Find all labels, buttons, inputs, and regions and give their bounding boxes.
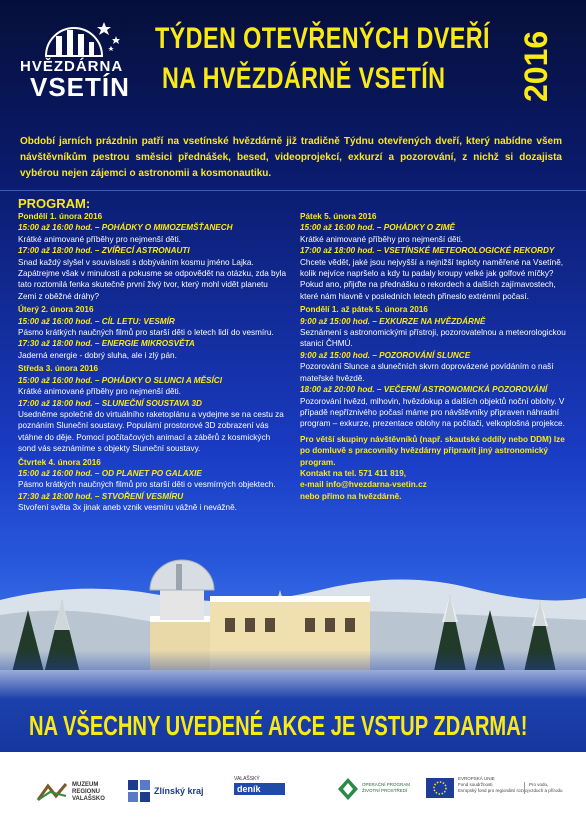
- contact-info: [300, 434, 570, 502]
- event-title: 17:30 až 18:00 hod. – ENERGIE MIKROSVĚTA: [18, 339, 195, 349]
- event-text: Jaderná energie - dobrý sluha, ale i zlý pán.: [18, 350, 177, 360]
- event-title: 9:00 až 15:00 hod. – EXKURZE NA HVĚZDÁRNĚ: [300, 316, 486, 326]
- event-title: 15:00 až 16:00 hod. – CÍL LETU: VESMÍR: [18, 316, 175, 326]
- program-column-left: [18, 211, 288, 516]
- day-heading: Pondělí 1. února 2016: [18, 212, 103, 221]
- event-title: 17:00 až 18:00 hod. – ZVÍŘECÍ ASTRONAUTI: [18, 246, 190, 256]
- eu-slogan-line1: Pro vodu,: [529, 782, 549, 787]
- event-title: 17:00 až 18:00 hod. – VSETÍNSKÉ METEOROLOGICKÉ REKORDY: [300, 246, 555, 256]
- event-text: Pásmo krátkých naučných filmů pro starší děti o vesmírných objektech.: [18, 480, 276, 490]
- sponsor-footer: [0, 752, 586, 828]
- event-text: Pozorování hvězd, mlhovin, hvězdokup a dalších objektů noční oblohy. V případě nepříznivého počasí máme pro návštěvníky připraven náhradní program – exkurze, prezentace oblohy na počítači, velkoplošná projekce.: [300, 396, 565, 429]
- event-title: 17:30 až 18:00 hod. – STVOŘENÍ VESMÍRU: [18, 491, 184, 501]
- muzeum-line1: MUZEUM: [72, 782, 99, 788]
- deniky-logo-top: VALAŠSKÝ: [234, 776, 260, 782]
- eu-line2: Fond soudržnosti: [458, 782, 493, 787]
- event-title: 15:00 až 16:00 hod. – POHÁDKY O MIMOZEMŠŤANECH: [18, 223, 233, 233]
- event-text: Krátké animované příběhy pro nejmenší děti.: [300, 234, 463, 244]
- deniky-logo: deník: [234, 783, 285, 795]
- day-block: [300, 211, 570, 302]
- zlin-logo-icon: [128, 780, 150, 802]
- event-text: Krátké animované příběhy pro nejmenší děti.: [18, 234, 181, 244]
- free-entry-banner: NA VŠECHNY UVEDENÉ AKCE JE VSTUP ZDARMA!: [29, 710, 528, 741]
- day-block: [18, 304, 288, 361]
- day-block: [300, 304, 570, 429]
- opzp-line1: OPERAČNÍ PROGRAM: [362, 782, 411, 787]
- logo-line2: VSETÍN: [30, 72, 130, 102]
- title-year: 2016: [518, 30, 554, 102]
- event-text: Seznámení s astronomickými přístroji, pozorovatelnou a meteorologickou stanicí ČHMÚ.: [300, 328, 566, 349]
- event-text: Pásmo krátkých naučných filmů pro starší děti o letech lidí do vesmíru.: [18, 328, 274, 338]
- event-title: 9:00 až 15:00 hod. – POZOROVÁNÍ SLUNCE: [300, 350, 471, 360]
- contact-email: e-mail info@hvezdarna-vsetin.cz: [300, 480, 427, 490]
- logo-line1: HVĚZDÁRNA: [20, 58, 124, 75]
- contact-groups-text: Pro větší skupiny návštěvníků (např. skautské oddíly nebo DDM) lze po domluvě s pracovníky hvězdárny připravit jiný astronomický program.: [300, 434, 565, 467]
- event-title: 15:00 až 16:00 hod. – OD PLANET PO GALAXIE: [18, 468, 202, 478]
- event-text: Pozorování Slunce a slunečních skvrn doprovázené povídáním o naší mateřské hvězdě.: [300, 362, 554, 383]
- eu-line3: Evropský fond pro regionální rozvoj: [458, 788, 529, 793]
- muzeum-line3: VALAŠSKO: [72, 796, 105, 802]
- event-text: Krátké animované příběhy pro nejmenší děti.: [18, 387, 181, 397]
- day-heading: Pátek 5. února 2016: [300, 212, 377, 221]
- event-text: Usedněme společně do virtuálního raketoplánu a vydejme se na cestu za poznáním Sluneční soustavy. Populární prostorové 3D zobrazení vás vtáhne do děje. Pomocí počítačových animací a záběrů z kosmických sond vás seznámíme s objekty Sluneční soustavy.: [18, 409, 284, 454]
- muzeum-logo-icon: [36, 782, 70, 802]
- intro-paragraph: Období jarních prázdnin patří na vsetínské hvězdárně již tradičně Týdnu otevřených dveří, který nabídne všem návštěvníkům pestrou směsici přednášek, besed, videoprojekcí, exkurzí a pozorování, z nichž si dozajista vybérou nejen zájemci o astronomii a kosmonautiku.: [20, 136, 562, 179]
- title-line2: NA HVĚZDÁRNĚ VSETÍN: [162, 62, 446, 95]
- eu-flag-icon: [426, 778, 454, 798]
- day-block: [18, 457, 288, 514]
- contact-phone: Kontakt na tel. 571 411 819,: [300, 468, 407, 478]
- event-text: Stvoření světa 3x jinak aneb vznik vesmíru vážně i nevážně.: [18, 503, 237, 513]
- event-title: 17:00 až 18:00 hod. – SLUNEČNÍ SOUSTAVA 3D: [18, 398, 202, 408]
- muzeum-line2: REGIONU: [72, 789, 101, 795]
- opzp-logo-icon: [338, 778, 358, 800]
- event-title: 15:00 až 16:00 hod. – POHÁDKY O SLUNCI A MĚSÍCI: [18, 375, 222, 385]
- event-text: Chcete vědět, jaké jsou nejvyšší a nejnižší teploty naměřené na Vsetíně, kolik nejvíce napršelo a kdy tu padaly kroupy velké jak golfové míčky? Pokud ano, přijďte na přednášku o rekordech a dalších zajímavostech, které nám hlavně v posledních letech přineslo extrémní počasí.: [300, 257, 564, 301]
- title-line1: TÝDEN OTEVŘENÝCH DVEŘÍ: [155, 22, 490, 55]
- contact-inperson: nebo přímo na hvězdárně.: [300, 491, 402, 501]
- eu-line1: EVROPSKÁ UNIE: [458, 776, 495, 781]
- day-heading: Pondělí 1. až pátek 5. února 2016: [300, 305, 428, 315]
- observatory-logo: [12, 14, 132, 102]
- event-title: 15:00 až 16:00 hod. – POHÁDKY O ZIMĚ: [300, 223, 456, 233]
- day-block: [18, 211, 288, 302]
- day-block: [18, 363, 288, 454]
- eu-slogan-line2: vzduch a přírodu: [529, 788, 563, 793]
- day-heading: Čtvrtek 4. února 2016: [18, 457, 101, 467]
- divider: [0, 190, 586, 191]
- observatory-winter-photo: [0, 540, 586, 700]
- day-heading: Úterý 2. února 2016: [18, 305, 94, 315]
- opzp-line2: ŽIVOTNÍ PROSTŘEDÍ: [362, 788, 408, 793]
- zlin-logo: Zlínský kraj: [154, 786, 204, 796]
- opzp-logo: [362, 782, 410, 794]
- event-text: Snad každý slyšel v souvislosti s dobýváním kosmu jméno Lajka. Zapátrejme však v minulosti a pokusme se odpovědět na otázku, zda byla tato roztomilá fenka skutečně první živý tvor, který mohl vidět planetu Zemi z oběžné dráhy?: [18, 257, 287, 301]
- program-heading: PROGRAM:: [18, 196, 91, 211]
- day-heading: Středa 3. února 2016: [18, 364, 99, 374]
- program-column-right: [300, 211, 570, 502]
- eu-slogan: [524, 782, 563, 794]
- event-title: 18:00 až 20:00 hod. – VEČERNÍ ASTRONOMICKÁ POZOROVÁNÍ: [300, 385, 548, 395]
- eu-logo: [458, 776, 529, 794]
- muzeum-logo: [72, 782, 105, 803]
- observatory-dome-icon: [12, 14, 132, 64]
